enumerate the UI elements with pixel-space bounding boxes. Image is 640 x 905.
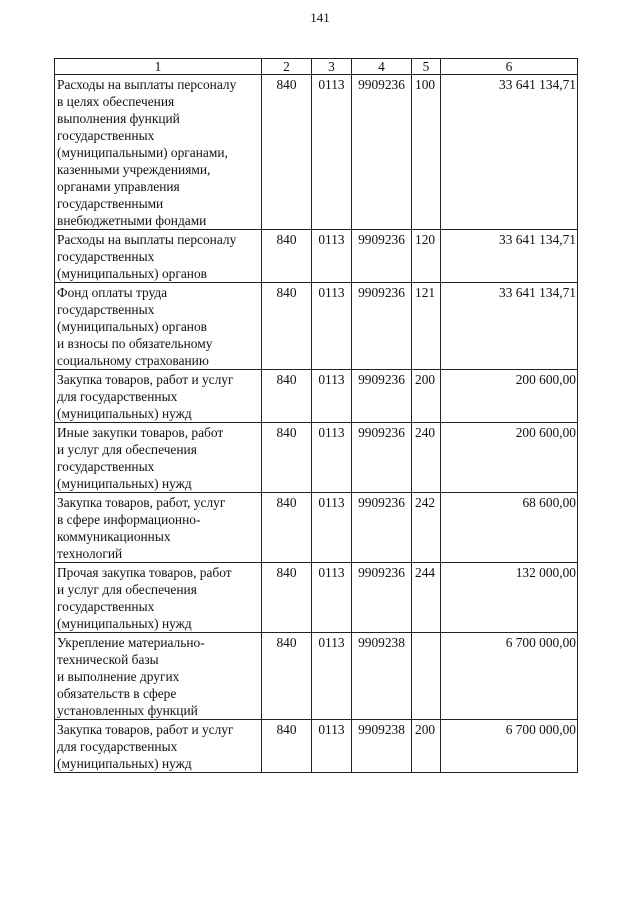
column-header: 1 [55, 59, 262, 75]
section-code-cell: 0113 [312, 75, 352, 230]
expense-type-cell: 121 [412, 283, 441, 370]
section-code-cell: 0113 [312, 283, 352, 370]
table-header-row [55, 59, 578, 75]
amount-cell: 33 641 134,71 [441, 230, 578, 283]
table-row [55, 75, 578, 230]
target-article-cell: 9909236 [352, 283, 412, 370]
amount-cell: 33 641 134,71 [441, 283, 578, 370]
section-code-cell: 0113 [312, 633, 352, 720]
expense-type-cell: 242 [412, 493, 441, 563]
table-row [55, 720, 578, 773]
ministry-code-cell: 840 [262, 283, 312, 370]
section-code-cell: 0113 [312, 423, 352, 493]
expense-type-cell: 244 [412, 563, 441, 633]
table-row [55, 493, 578, 563]
expense-type-cell: 200 [412, 720, 441, 773]
expense-type-cell: 120 [412, 230, 441, 283]
table-body [55, 75, 578, 773]
amount-cell: 68 600,00 [441, 493, 578, 563]
target-article-cell: 9909236 [352, 563, 412, 633]
table-row [55, 423, 578, 493]
amount-cell: 6 700 000,00 [441, 633, 578, 720]
target-article-cell: 9909236 [352, 423, 412, 493]
ministry-code-cell: 840 [262, 720, 312, 773]
expense-name-cell: Фонд оплаты труда государственных (муниципальных) органов и взносы по обязательному социальному страхованию [55, 283, 262, 370]
expense-type-cell: 100 [412, 75, 441, 230]
expense-type-cell: 240 [412, 423, 441, 493]
expense-name-cell: Закупка товаров, работ и услуг для государственных (муниципальных) нужд [55, 370, 262, 423]
expense-name-cell: Расходы на выплаты персоналу государственных (муниципальных) органов [55, 230, 262, 283]
expense-name-cell: Закупка товаров, работ, услуг в сфере информационно- коммуникационных технологий [55, 493, 262, 563]
column-header: 2 [262, 59, 312, 75]
target-article-cell: 9909236 [352, 493, 412, 563]
table-row [55, 633, 578, 720]
expense-name-cell: Прочая закупка товаров, работ и услуг для обеспечения государственных (муниципальных) нужд [55, 563, 262, 633]
target-article-cell: 9909236 [352, 370, 412, 423]
target-article-cell: 9909236 [352, 230, 412, 283]
budget-table [54, 58, 578, 773]
target-article-cell: 9909236 [352, 75, 412, 230]
table-row [55, 230, 578, 283]
page-number: 141 [310, 10, 330, 25]
column-header: 5 [412, 59, 441, 75]
expense-name-cell: Иные закупки товаров, работ и услуг для обеспечения государственных (муниципальных) нужд [55, 423, 262, 493]
ministry-code-cell: 840 [262, 493, 312, 563]
table-row [55, 563, 578, 633]
ministry-code-cell: 840 [262, 633, 312, 720]
table-row [55, 283, 578, 370]
amount-cell: 6 700 000,00 [441, 720, 578, 773]
section-code-cell: 0113 [312, 493, 352, 563]
expense-name-cell: Закупка товаров, работ и услуг для государственных (муниципальных) нужд [55, 720, 262, 773]
expense-name-cell: Расходы на выплаты персоналу в целях обеспечения выполнения функций государственных (муниципальными) органами, казенными учреждениями, органами управления государственными внебюджетными фондами [55, 75, 262, 230]
column-header: 3 [312, 59, 352, 75]
table-row [55, 370, 578, 423]
target-article-cell: 9909238 [352, 633, 412, 720]
section-code-cell: 0113 [312, 720, 352, 773]
target-article-cell: 9909238 [352, 720, 412, 773]
section-code-cell: 0113 [312, 563, 352, 633]
amount-cell: 33 641 134,71 [441, 75, 578, 230]
column-header: 4 [352, 59, 412, 75]
expense-type-cell [412, 633, 441, 720]
expense-type-cell: 200 [412, 370, 441, 423]
ministry-code-cell: 840 [262, 75, 312, 230]
amount-cell: 200 600,00 [441, 423, 578, 493]
ministry-code-cell: 840 [262, 563, 312, 633]
ministry-code-cell: 840 [262, 423, 312, 493]
section-code-cell: 0113 [312, 370, 352, 423]
ministry-code-cell: 840 [262, 370, 312, 423]
column-header: 6 [441, 59, 578, 75]
amount-cell: 132 000,00 [441, 563, 578, 633]
amount-cell: 200 600,00 [441, 370, 578, 423]
section-code-cell: 0113 [312, 230, 352, 283]
expense-name-cell: Укрепление материально- технической базы и выполнение других обязательств в сфере установленных функций [55, 633, 262, 720]
ministry-code-cell: 840 [262, 230, 312, 283]
